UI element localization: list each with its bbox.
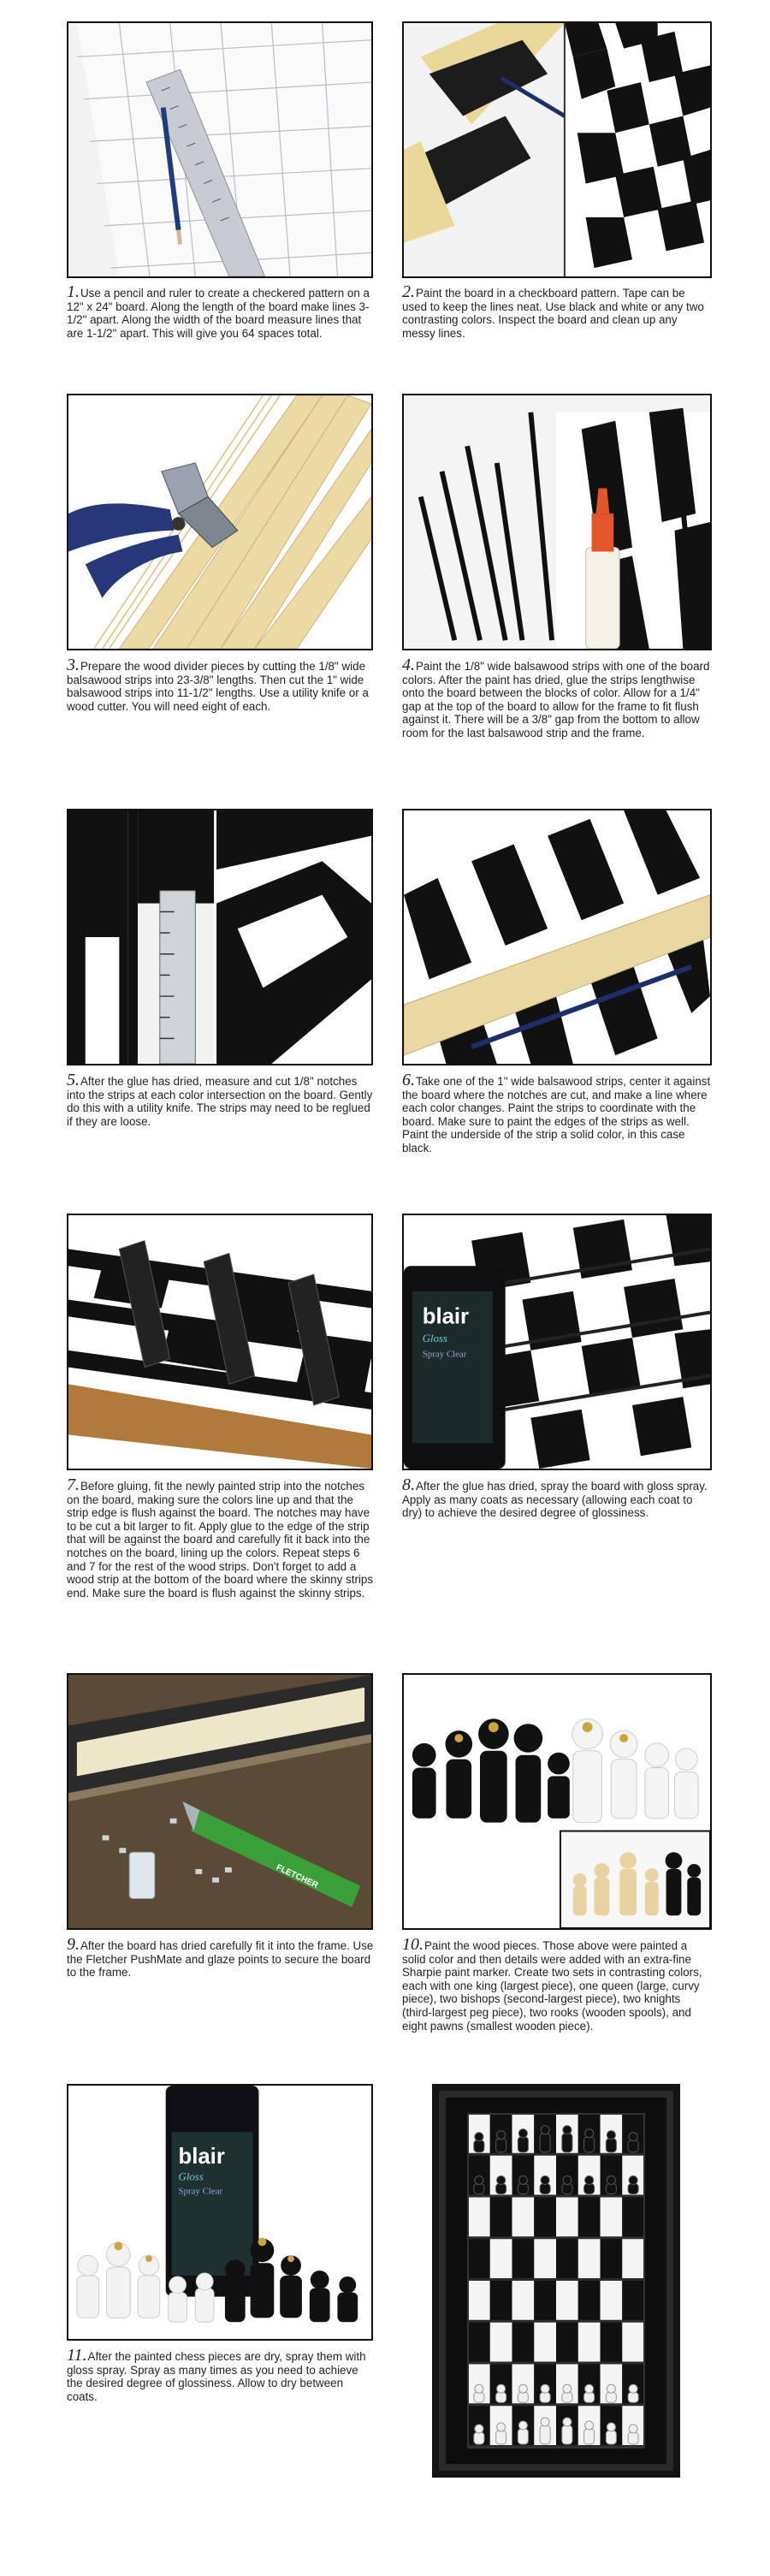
step-4-photo: [402, 394, 712, 650]
painting-checkerboard-image: [404, 23, 710, 276]
chess-piece: [518, 2184, 528, 2194]
board-square: [601, 2198, 623, 2240]
chess-piece: [584, 2429, 595, 2444]
chess-piece: [474, 2184, 484, 2194]
step-3-photo: [67, 394, 373, 650]
chess-piece-head: [518, 2384, 527, 2393]
step-6-photo: [402, 809, 712, 1065]
cutting-balsawood-image: [68, 395, 371, 649]
fitting-board-frame-image: [68, 1675, 371, 1928]
chess-piece-head: [585, 2129, 594, 2138]
chess-piece: [496, 2184, 506, 2194]
board-square: [490, 2323, 512, 2365]
chess-piece-head: [585, 2384, 594, 2393]
step-1-photo: [67, 21, 373, 278]
chess-piece: [562, 2392, 572, 2402]
chess-piece: [628, 2432, 638, 2444]
chess-piece-head: [607, 2384, 615, 2393]
chess-piece-head: [629, 2176, 637, 2185]
step-text: Use a pencil and ruler to create a checkered pattern on a 12" x 24" board. Along the length of the board make lines 3-1/2" apart. Along the width of the board measure lines that are 1-1/2" apart. This will give you 64 spaces total.: [67, 287, 370, 340]
board-square: [622, 2198, 644, 2240]
step-number: 3.: [67, 656, 80, 674]
measuring-notches-image: [68, 810, 371, 1064]
chess-piece-head: [563, 2418, 572, 2426]
board-square: [622, 2239, 644, 2281]
step-2-photo: [402, 21, 712, 278]
painted-strips-glue-image: [404, 395, 710, 649]
step-text: Prepare the wood divider pieces by cutting the 1/8" wide balsawood strips into 23-3/8" lengths. Then cut the 1" wide balsawood strips into 11-1/2" lengths. Use a utility knife or a wood cutter. You will need eight of each.: [67, 660, 369, 713]
step-number: 4.: [402, 656, 415, 674]
step-number: 7.: [67, 1475, 80, 1494]
finished-chess-display: [432, 2084, 680, 2478]
chess-piece-head: [497, 2131, 506, 2140]
spray-clear-label-text: Spray Clear: [178, 2186, 223, 2197]
step-10-photo: [402, 1673, 712, 1930]
step-9-photo: [67, 1673, 373, 1930]
chess-piece-head: [475, 2384, 483, 2393]
chess-piece: [540, 2134, 550, 2152]
board-square: [578, 2239, 601, 2281]
board-square: [556, 2281, 578, 2323]
chess-piece: [562, 2134, 572, 2152]
step-number: 1.: [67, 282, 80, 301]
step-7-photo: [67, 1214, 373, 1470]
chess-piece-head: [518, 2421, 527, 2430]
chess-piece-head: [585, 2176, 594, 2185]
board-square: [534, 2198, 556, 2240]
grid-board-pencil-ruler-image: [68, 23, 371, 276]
board-square: [490, 2239, 512, 2281]
step-text: Take one of the 1" wide balsawood strips, center it against the board where the notches are cut, and make a line where each color changes. Paint the strips to coordinate with the board. Make sure to paint the edges of the strips as well. Paint the underside of the strip a solid color, in this case black.: [402, 1075, 711, 1154]
blair-logo-text: blair: [422, 1304, 470, 1329]
gloss-label-text: Gloss: [422, 1333, 448, 1344]
chess-piece-head: [497, 2384, 506, 2393]
chess-piece-head: [607, 2423, 615, 2431]
chess-piece-head: [585, 2421, 594, 2430]
chess-piece: [584, 2392, 595, 2402]
chess-piece-head: [475, 2176, 483, 2185]
board-square: [556, 2239, 578, 2281]
chess-piece-head: [607, 2131, 615, 2140]
chess-piece-head: [497, 2423, 506, 2431]
chess-piece-head: [518, 2176, 527, 2185]
spray-clear-label-text: Spray Clear: [422, 1349, 467, 1360]
step-5-photo: [67, 809, 373, 1065]
board-square: [468, 2281, 490, 2323]
chess-piece-head: [563, 2176, 572, 2185]
chess-piece-head: [541, 2176, 549, 2185]
chess-piece-head: [629, 2425, 637, 2433]
step-number: 5.: [67, 1071, 80, 1089]
board-square: [468, 2323, 490, 2365]
gloss-spray-board-image: [404, 1215, 710, 1469]
chess-piece: [496, 2139, 506, 2152]
step-text: After the glue has dried, spray the board with gloss spray. Apply as many coats as necessary (allowing each coat to dry) to achieve the desired degree of glossiness.: [402, 1480, 708, 1520]
chess-piece-head: [563, 2126, 572, 2134]
step-text: After the board has dried carefully fit it into the frame. Use the Fletcher PushMate and glaze points to secure the board to the frame.: [67, 1939, 374, 1979]
step-text: Before gluing, fit the newly painted strip into the notches on the board, making sure the colors line up and that the strip edge is flush against the board. The notches may have to be cut a bit larger to fit. Apply glue to the edge of the strip that will be against the board and carefully fit it back into the notches on the board, lining up the colors. Repeat steps 6 and 7 for the rest of the wood strips. Don't forget to add a wood strip at the bottom of the board where the skinny strips end. Make sure the board is flush against the skinny strips.: [67, 1480, 374, 1600]
chess-piece: [540, 2392, 550, 2402]
board-square: [622, 2281, 644, 2323]
board-square: [578, 2323, 601, 2365]
chess-piece-head: [607, 2176, 615, 2185]
board-square: [578, 2281, 601, 2323]
chess-piece: [606, 2431, 616, 2444]
chess-piece: [518, 2137, 528, 2152]
painted-wood-pieces-image: [404, 1675, 710, 1928]
gloss-label-text: Gloss: [178, 2170, 204, 2183]
board-square: [622, 2323, 644, 2365]
step-number: 9.: [67, 1935, 80, 1954]
chess-piece-head: [475, 2133, 483, 2141]
chess-piece: [606, 2184, 616, 2194]
board-square: [601, 2239, 623, 2281]
board-square: [490, 2281, 512, 2323]
chess-piece: [518, 2392, 528, 2402]
chess-piece-head: [563, 2384, 572, 2393]
marking-strip-image: [404, 810, 710, 1064]
chess-piece: [518, 2429, 528, 2444]
step-11-photo: [67, 2084, 373, 2341]
step-8-photo: [402, 1214, 712, 1470]
chess-piece: [474, 2392, 484, 2402]
fletcher-label-text: FLETCHER: [274, 1862, 320, 1890]
board-square: [512, 2281, 535, 2323]
board-square: [534, 2281, 556, 2323]
chess-piece: [628, 2184, 638, 2194]
board-square: [490, 2198, 512, 2240]
step-number: 11.: [67, 2346, 87, 2365]
board-square: [534, 2323, 556, 2365]
blair-logo-text: blair: [178, 2144, 225, 2169]
board-square: [512, 2323, 535, 2365]
step-text: After the glue has dried, measure and cut 1/8" notches into the strips at each color intersection on the board. Gently do this with a utility knife. The strips may need to be reglued if they are loose.: [67, 1075, 373, 1128]
framed-vertical-chessboard-image: [432, 2084, 680, 2478]
chess-piece: [496, 2431, 506, 2444]
board-square: [601, 2281, 623, 2323]
step-text: Paint the board in a checkboard pattern. Tape can be used to keep the lines neat. Use black and white or any two contrasting colors. Inspect the board and clean up any messy lines.: [402, 287, 704, 340]
step-text: Paint the 1/8" wide balsawood strips with one of the board colors. After the paint has dried, glue the strips lengthwise onto the board between the blocks of color. Allow for a 1/4" gap at the top of the board to allow for the frame to fit flush against it. There will be a 3/8" gap from the bottom to allow room for the last balsawood strip and the frame.: [402, 660, 710, 739]
step-number: 6.: [402, 1071, 415, 1089]
chess-piece: [540, 2425, 550, 2444]
gloss-spray-pieces-image: [68, 2086, 371, 2339]
board-square: [556, 2323, 578, 2365]
chess-piece: [496, 2392, 506, 2402]
board-square: [601, 2323, 623, 2365]
chess-piece: [562, 2425, 572, 2444]
chess-piece-head: [629, 2384, 637, 2393]
chess-piece-head: [541, 2418, 549, 2426]
board-square: [512, 2239, 535, 2281]
chess-piece: [606, 2392, 616, 2402]
chess-piece: [474, 2432, 484, 2444]
chess-piece-head: [629, 2133, 637, 2141]
chess-piece: [540, 2184, 550, 2194]
chess-piece: [628, 2392, 638, 2402]
chess-piece-head: [541, 2384, 549, 2393]
chess-piece-head: [541, 2126, 549, 2134]
chess-piece: [474, 2140, 484, 2152]
board-square: [556, 2198, 578, 2240]
board-square: [534, 2239, 556, 2281]
step-number: 8.: [402, 1475, 415, 1494]
chess-piece: [628, 2140, 638, 2152]
step-text: Paint the wood pieces. Those above were painted a solid color and then details were added with an extra-fine Sharpie paint marker. Create two sets in contrasting colors, each with one king (largest piece), one queen (large, curvy piece), two bishops (second-largest piece), two knights (third-largest peg piece), two rooks (wooden spools), and eight pawns (smallest wooden piece).: [402, 1939, 702, 2033]
chess-piece: [584, 2137, 595, 2152]
chess-piece-head: [497, 2176, 506, 2185]
chess-piece-head: [518, 2129, 527, 2138]
board-square: [468, 2239, 490, 2281]
step-number: 2.: [402, 282, 415, 301]
fitted-strips-image: [68, 1215, 371, 1469]
step-text: After the painted chess pieces are dry, spray them with gloss spray. Spray as many times as you need to achieve the desired degree of glossiness. Allow to dry between coats.: [67, 2350, 366, 2403]
chess-piece: [606, 2139, 616, 2152]
chess-piece: [562, 2184, 572, 2194]
step-number: 10.: [402, 1935, 424, 1954]
chess-piece-head: [475, 2425, 483, 2433]
board-square: [468, 2198, 490, 2240]
board-square: [578, 2198, 601, 2240]
chess-piece: [584, 2184, 595, 2194]
board-square: [512, 2198, 535, 2240]
